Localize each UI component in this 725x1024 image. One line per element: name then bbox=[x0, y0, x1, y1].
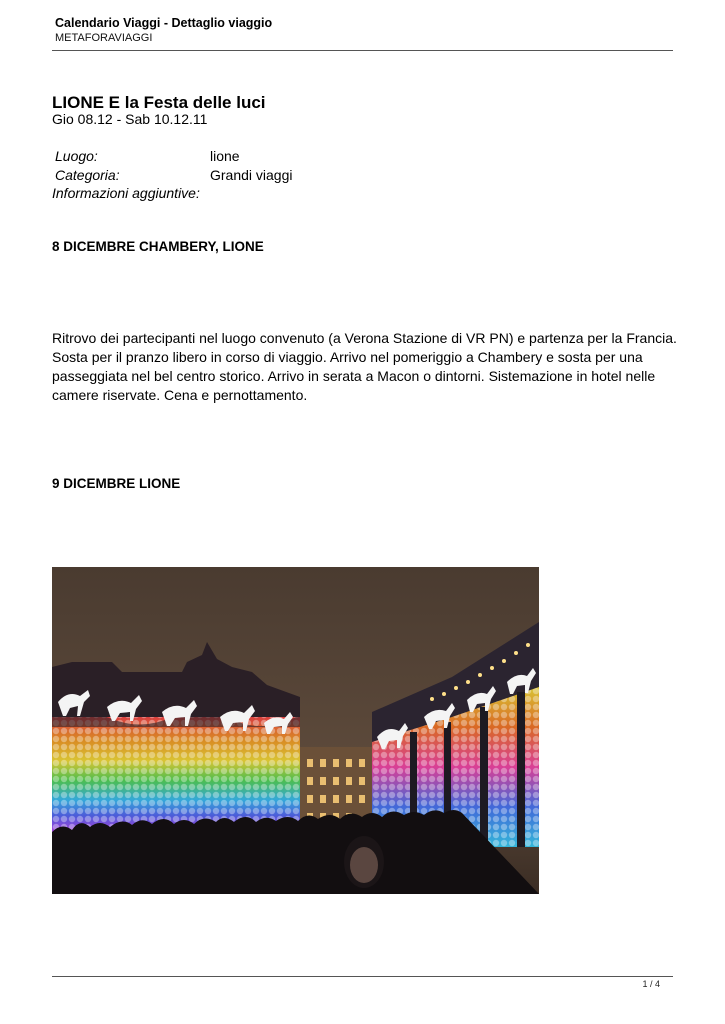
day2-heading: 9 DICEMBRE LIONE bbox=[52, 476, 181, 491]
event-dates: Gio 08.12 - Sab 10.12.11 bbox=[52, 111, 208, 127]
event-meta bbox=[52, 147, 452, 203]
meta-row-luogo bbox=[52, 147, 452, 166]
meta-row-info bbox=[52, 184, 452, 203]
site-subtitle: METAFORAVIAGGI bbox=[55, 32, 153, 44]
categoria-value: Grandi viaggi bbox=[210, 166, 293, 183]
info-label: Informazioni aggiuntive: bbox=[52, 185, 200, 201]
page-number: 1 / 4 bbox=[642, 979, 660, 989]
categoria-label: Categoria: bbox=[55, 166, 120, 183]
meta-row-categoria bbox=[52, 166, 452, 185]
day1-heading: 8 DICEMBRE CHAMBERY, LIONE bbox=[52, 239, 264, 254]
site-title: Calendario Viaggi - Dettaglio viaggio bbox=[55, 16, 273, 30]
luogo-value: lione bbox=[210, 148, 240, 164]
event-title: LIONE E la Festa delle luci bbox=[52, 93, 266, 112]
header-divider bbox=[52, 50, 673, 51]
footer-divider bbox=[52, 976, 673, 977]
page-header bbox=[55, 16, 673, 45]
fete-des-lumieres-photo bbox=[52, 567, 539, 894]
day1-description: Ritrovo dei partecipanti nel luogo convenuto (a Verona Stazione di VR PN) e partenza per la Francia. Sosta per il pranzo libero in corso di viaggio. Arrivo nel pomeriggio a Chambery e sosta per una passeggiata nel bel centro storico. Arrivo in serata a Macon o dintorni. Sistemazione in hotel nelle camere riservate. Cena e pernottamento. bbox=[52, 330, 677, 403]
luogo-label: Luogo: bbox=[55, 148, 98, 164]
